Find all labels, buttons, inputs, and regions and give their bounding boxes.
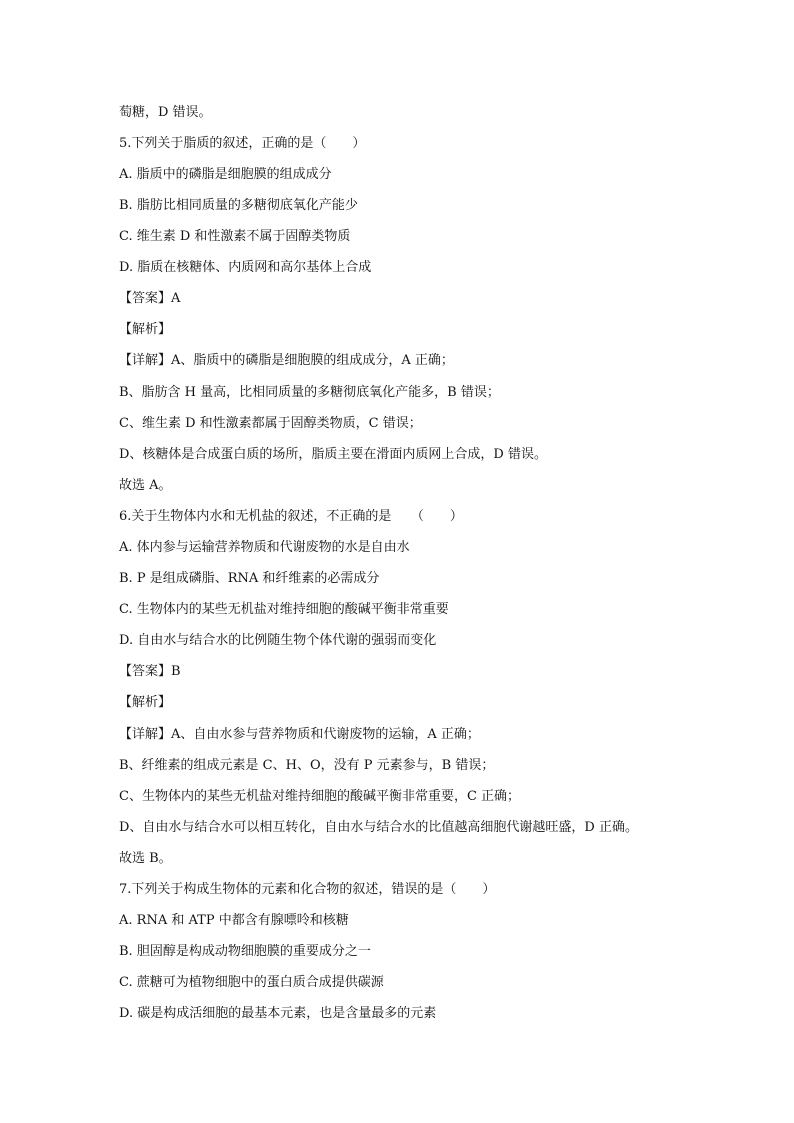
text-line: 萄糖，D 错误。 (119, 105, 212, 120)
question-6-option-c: C. 生物体内的某些无机盐对维持细胞的酸碱平衡非常重要 (119, 602, 449, 617)
question-6-option-d: D. 自由水与结合水的比例随生物个体代谢的强弱而变化 (119, 633, 437, 648)
question-5-option-b: B. 脂肪比相同质量的多糖彻底氧化产能少 (119, 198, 358, 213)
explanation-line: 【详解】A、脂质中的磷脂是细胞膜的组成成分，A 正确； (119, 353, 454, 368)
explanation-line: D、核糖体是合成蛋白质的场所，脂质主要在滑面内质网上合成，D 错误。 (119, 447, 547, 462)
question-6-stem: 6.关于生物体内水和无机盐的叙述，不正确的是 （ ） (119, 509, 463, 524)
question-7-option-a: A. RNA 和 ATP 中都含有腺嘌呤和核糖 (119, 913, 349, 928)
question-7-option-c: C. 蔗糖可为植物细胞中的蛋白质合成提供碳源 (119, 975, 384, 990)
analysis-label: 【解析】 (119, 322, 172, 337)
conclusion-line: 故选 A。 (119, 478, 172, 493)
question-5-option-d: D. 脂质在核糖体、内质网和高尔基体上合成 (119, 260, 372, 275)
explanation-line: 【详解】A、自由水参与营养物质和代谢废物的运输，A 正确； (119, 727, 480, 742)
explanation-line: D、自由水与结合水可以相互转化，自由水与结合水的比值越高细胞代谢越旺盛，D 正确。 (119, 820, 638, 835)
explanation-line: B、纤维素的组成元素是 C、H、O，没有 P 元素参与，B 错误； (119, 758, 495, 773)
question-5-option-c: C. 维生素 D 和性激素不属于固醇类物质 (119, 229, 351, 244)
answer-label: 【答案】B (119, 664, 181, 679)
explanation-line: C、生物体内的某些无机盐对维持细胞的酸碱平衡非常重要，C 正确； (119, 789, 521, 804)
answer-label: 【答案】A (119, 291, 181, 306)
question-6-option-b: B. P 是组成磷脂、RNA 和纤维素的必需成分 (119, 571, 380, 586)
question-7-option-b: B. 胆固醇是构成动物细胞膜的重要成分之一 (119, 944, 371, 959)
question-5-option-a: A. 脂质中的磷脂是细胞膜的组成成分 (119, 167, 332, 182)
question-5-stem: 5.下列关于脂质的叙述，正确的是（ ） (119, 136, 366, 151)
analysis-label: 【解析】 (119, 695, 172, 710)
question-7-stem: 7.下列关于构成生物体的元素和化合物的叙述，错误的是（ ） (119, 882, 496, 897)
conclusion-line: 故选 B。 (119, 851, 172, 866)
explanation-line: B、脂肪含 H 量高，比相同质量的多糖彻底氧化产能多，B 错误； (119, 385, 500, 400)
question-7-option-d: D. 碳是构成活细胞的最基本元素，也是含量最多的元素 (119, 1006, 437, 1021)
explanation-line: C、维生素 D 和性激素都属于固醇类物质，C 错误； (119, 416, 422, 431)
question-6-option-a: A. 体内参与运输营养物质和代谢废物的水是自由水 (119, 540, 410, 555)
